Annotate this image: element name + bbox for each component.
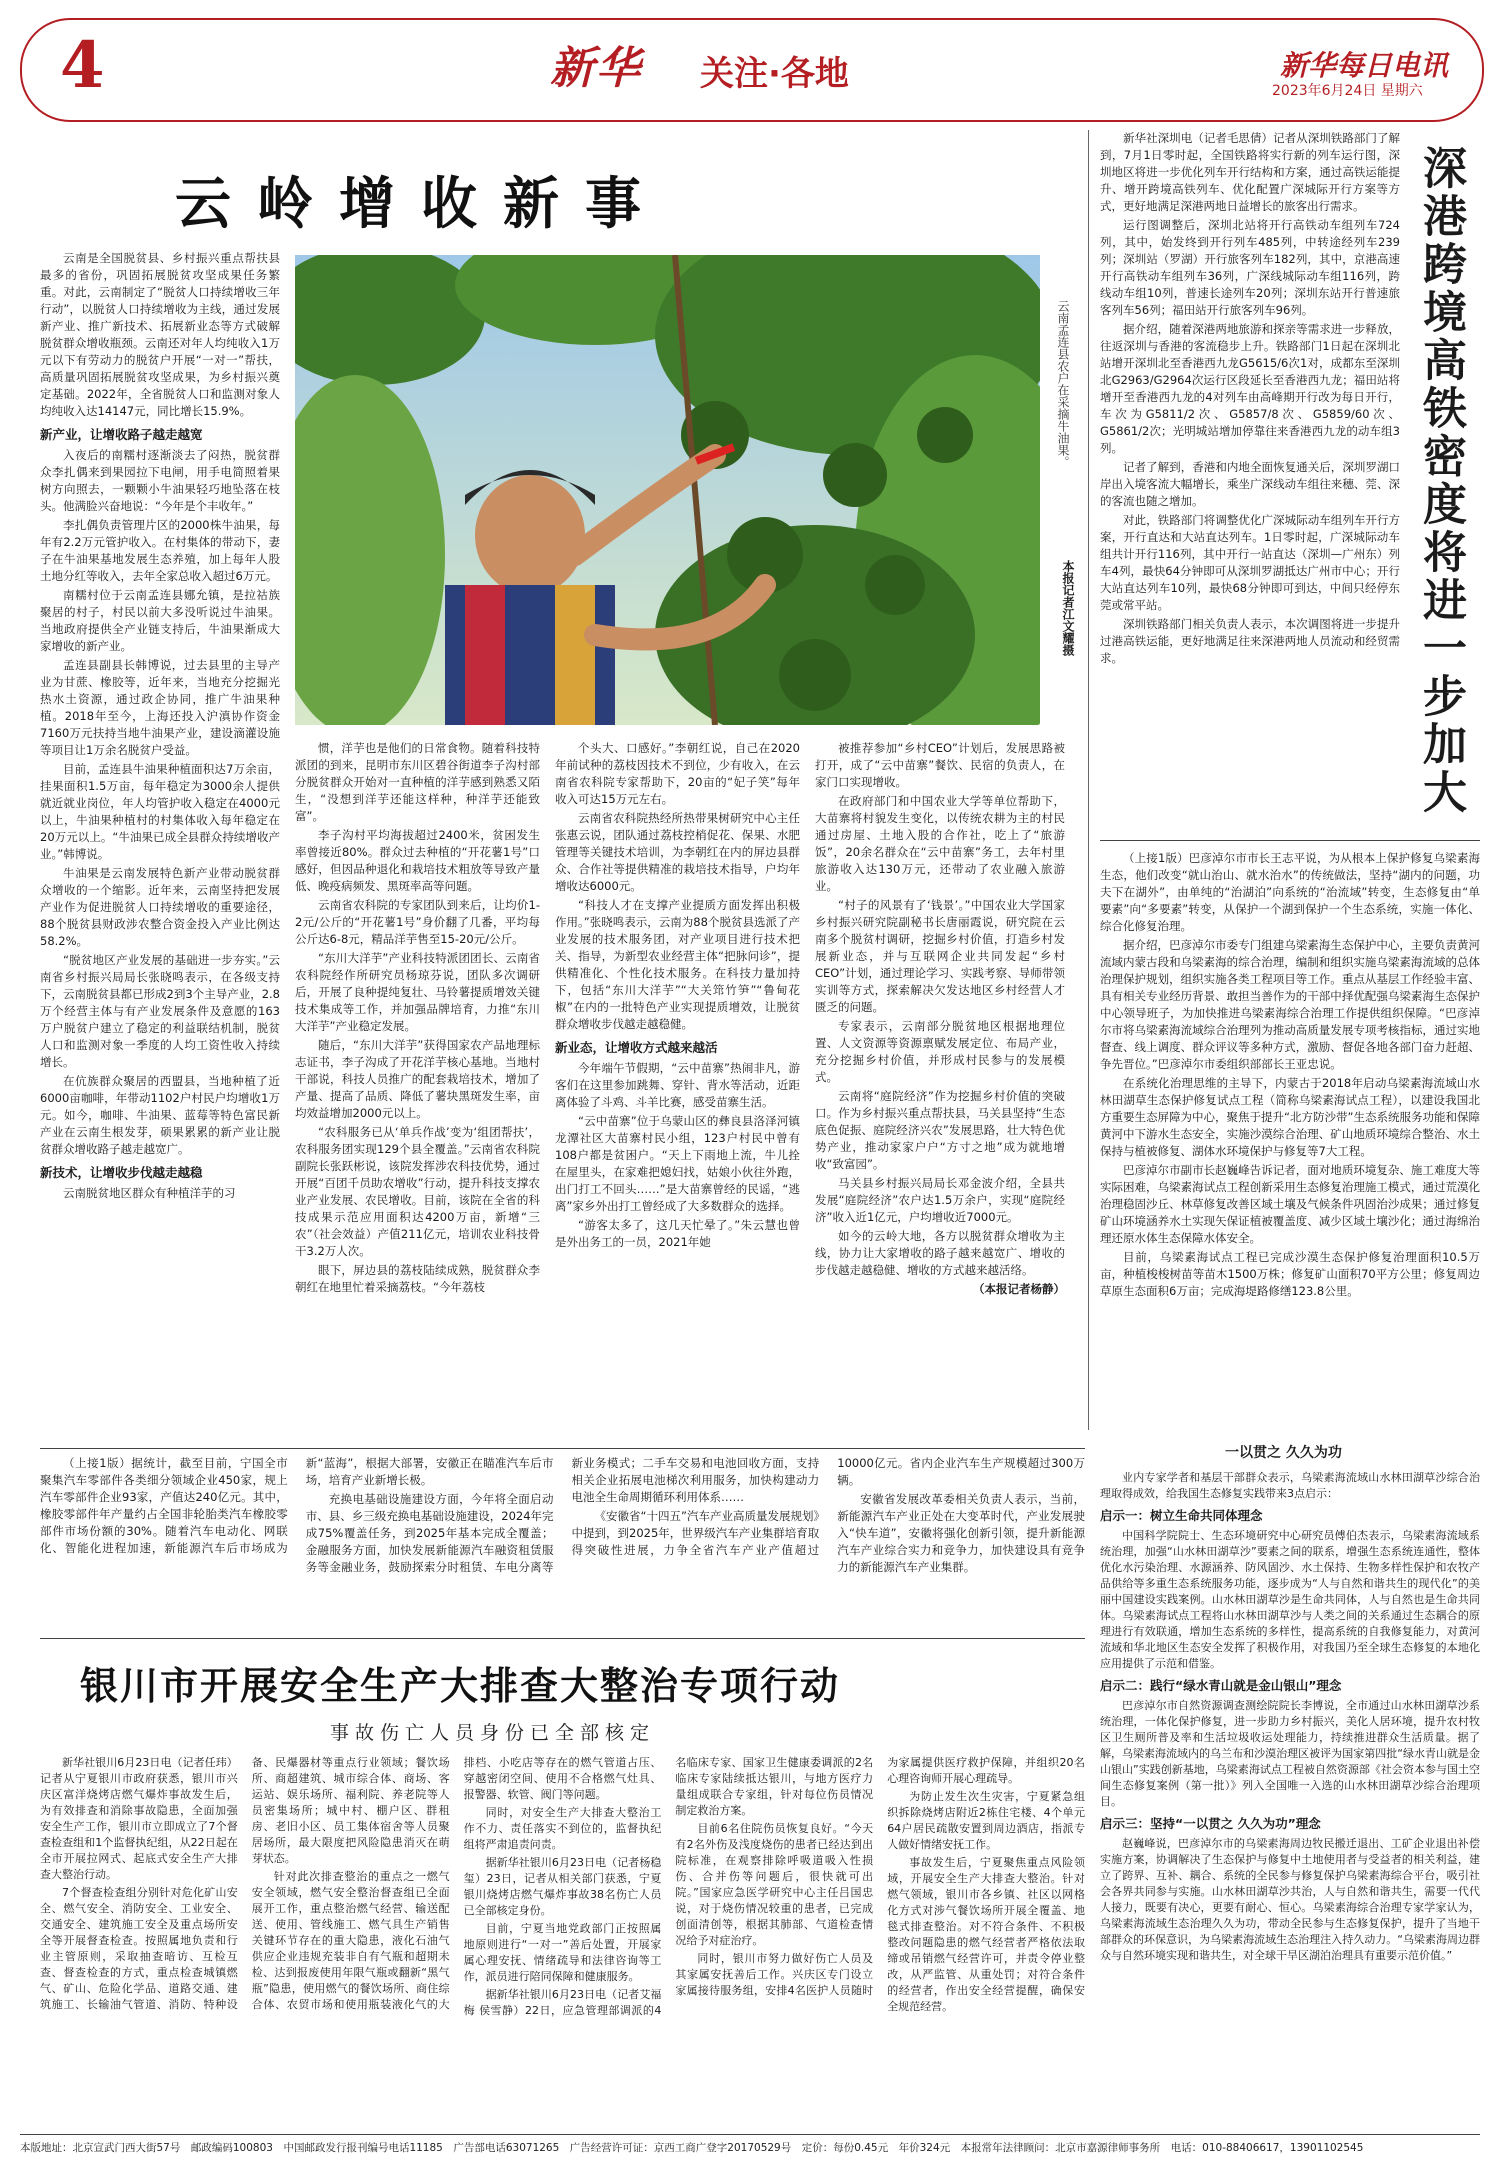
- paragraph: 记者了解到，香港和内地全面恢复通关后，深圳罗湖口岸出入境客流大幅增长，乘坐广深线动车组往来穗、莞、深的客流也随之增加。: [1100, 460, 1400, 508]
- paragraph: 据介绍，巴彦淖尔市委专门组建乌梁素海生态保护中心，主要负责黄河流域内蒙古段和乌梁素海的综合治理，编制和组织实施乌梁素海流域的总体治理保护规划，组织实施各类工程项目等工作。重点从基层工作经验丰富、具有相关专业经历背景、敢担当善作为的干部中择优配强乌梁素海生态保护中心领导班子，为加快推进乌梁素海综合治理工作提供组织保障。“巴彦淖尔市将乌梁素海流域综合治理列为推动高质量发展专项考核指标，通过实地督查、线上调度、群众评议等多种方式，激励、督促各地各部门奋力赶超、争先晋位。”巴彦淖尔市委组织部部长王亚忠说。: [1100, 938, 1480, 1071]
- paragraph: 据新华社银川6月23日电（记者杨稳玺）23日，记者从相关部门获悉，宁夏银川烧烤店燃气爆炸事故38名伤亡人员已全部核定身份。: [463, 1856, 662, 1917]
- paragraph: 在系统化治理思维的主导下，内蒙古于2018年启动乌梁素海流域山水林田湖草生态保护修复试点工程（简称乌梁素海试点工程），以建设我国北方重要生态屏障为中心，聚焦于提升“北方防沙带”生态系统服务功能和保障黄河中下游水生态安全，实施沙漠综合治理、矿山地质环境综合整治、水土保持与植被修复、湖体水环境保护与修复等7大工程。: [1100, 1076, 1480, 1158]
- paragraph: 7个督查检查组分别针对危化矿山安全、燃气安全、消防安全、工业安全、交通安全、建筑施工安全及重点场所安全等开展督查检查。按照属地负责和行业主管原则，采取抽查暗访、互检互查、督查检查的方式，重点检查城镇燃气、矿山、危险化学品、道路交通、建筑施工、长输油气管道、消防、特种设备、民爆器材等重点行业领域；餐饮场所、商超建筑、城市综合体、商场、客运站、娱乐场所、福利院、养老院等人员密集场所；城中村、棚户区、群租房、老旧小区、员工集体宿舍等人员聚居场所，最大限度把风险隐患消灭在萌芽状态。: [40, 1756, 450, 2011]
- paragraph: 为防止发生次生灾害，宁夏紧急组织拆除烧烤店附近2栋住宅楼、4个单元64户居民疏散安置到周边酒店，指派专人做好情绪安抚工作。: [887, 1790, 1085, 1851]
- paragraph: 据新华社银川6月23日电（记者艾福梅 侯雪静）22日，应急管理部调派的4名临床专家、国家卫生健康委调派的2名临床专家陆续抵达银川，与地方医疗力量组成联合专家组，针对每位伤员情况制定救治方案。: [463, 1756, 874, 2017]
- avocado-photo: [295, 255, 1040, 725]
- section-divider: [40, 1448, 1085, 1449]
- paragraph: 专家表示，云南部分脱贫地区根据地理位置、人文资源等资源禀赋发展定位、布局产业，充分挖掘乡村价值，并形成村民参与的发展模式。: [815, 1019, 1065, 1084]
- subheading: 启示二：践行“绿水青山就是金山银山”理念: [1100, 1678, 1342, 1693]
- paragraph: 牛油果是云南发展特色新产业带动脱贫群众增收的一个缩影。近年来，云南坚持把发展产业作为促进脱贫人口持续增收的重要途径，88个脱贫县财政涉农整合资金投入产业比例达58.2%。: [40, 866, 280, 948]
- subheading: 新业态，让增收方式越来越活: [555, 1040, 718, 1055]
- subheading: 新技术，让增收步伐越走越稳: [40, 1165, 203, 1180]
- section-title: 关注·各地: [700, 54, 849, 94]
- paragraph: 云南脱贫地区群众有种植洋芋的习: [63, 1186, 236, 1200]
- box-headline: 一以贯之 久久为功: [1225, 1445, 1342, 1461]
- paragraph: 业内专家学者和基层干部群众表示，乌梁素海流域山水林田湖草沙综合治理取得成效，给我国生态修复实践带来3点启示：: [1100, 1471, 1480, 1500]
- paragraph: 据介绍，随着深港两地旅游和探亲等需求进一步释放，往返深圳与香港的客流稳步上升。铁路部门1日起在深圳北站增开深圳北至香港西九龙G5615/6次1对，成都东至深圳北G2963/G2964次运行区段延长至香港西九龙；福田站将增开至香港西九龙的4对列车由高峰期开行改为每日开行，车次为G5811/2次、G5857/8次、G5859/60次、G5861/2次；光明城站增加停靠往来香港西九龙的动车组3列。: [1100, 322, 1400, 455]
- column-divider: [1088, 130, 1089, 1430]
- paragraph: 云南是全国脱贫县、乡村振兴重点帮扶县最多的省份，巩固拓展脱贫攻坚成果任务繁重。对此，云南制定了“脱贫人口持续增收三年行动”，以脱贫人口持续增收为主线，通过发展新产业、推广新技术、拓展新业态等方式破解脱贫群众增收瓶颈。云南还对年人均纯收入1万元以下有劳动力的脱贫户开展“一对一”帮扶，高质量巩固拓展脱贫攻坚成果，为乡村振兴奠定基础。2022年，全省脱贫人口和监测对象人均纯收入达14147元，同比增长15.9%。: [40, 251, 280, 418]
- paragraph: 孟连县副县长韩博说，过去县里的主导产业为甘蔗、橡胶等，近年来，当地充分挖掘光热水土资源，通过政企协同，推广牛油果种植。2018年至今，上海还投入沪滇协作资金7160万元扶持当地牛油果产业，建设滴灌设施等项目让1万余名脱贫户受益。: [40, 658, 280, 757]
- main-col-3: [555, 740, 800, 1440]
- paragraph: “科技人才在支撑产业提质方面发挥出积极作用。”张晓鸣表示，云南为88个脱贫县选派了产业发展的技术服务团，对产业项目进行技术把关、指导，为新型农业经营主体“把脉问诊”，提供精准化、个性化技术服务。在科技力量加持下，包括“东川大洋芋”“大关筇竹笋”“鲁甸花椒”在内的一批特色产业实现提质增效，让脱贫群众增收步伐越走越稳健。: [555, 898, 800, 1031]
- paragraph: 云南省农科院热经所热带果树研究中心主任张惠云说，团队通过荔枝控梢促花、保果、水肥管理等关键技术培训，为李朝红在内的屏边县群众、合作社等提供精准的栽培技术指导，户均年增收达6000元。: [555, 811, 800, 893]
- paragraph: 马关县乡村振兴局局长邓金波介绍，全县共发展“庭院经济”农户达1.5万余户，实现“庭院经济”收入近1亿元，户均增收近7000元。: [815, 1176, 1065, 1224]
- paragraph: 运行图调整后，深圳北站将开行高铁动车组列车724列，其中，始发终到开行列车485列，中转途经列车239列；深圳站（罗湖）开行旅客列车182列，其中，京港高速开行高铁动车组列车36列，广深线城际动车组116列，跨线动车组10列，普速长途列车20列；深圳东站开行普速旅客列车56列；福田站开行旅客列车96列。: [1100, 218, 1400, 317]
- section-divider: [1100, 840, 1480, 841]
- photo-credit: 本报记者江文耀摄: [1061, 560, 1075, 656]
- paragraph: 同时，银川市努力做好伤亡人员及其家属安抚善后工作。兴庆区专门设立家属接待服务组，安排4名医护人员随时为家属提供医疗救护保障，并组织20名心理咨询师开展心理疏导。: [675, 1756, 1085, 1997]
- section-divider: [40, 1638, 1085, 1639]
- paragraph: “云中苗寨”位于乌蒙山区的彝良县洛泽河镇龙潭社区大苗寨村民小组，123户村民中曾有108户都是贫困户。“天上下雨地上流，牛儿拴在屋里头，在家难把媳妇找，姑娘小伙往外跑，出门打工不回头……”是大苗寨曾经的民谣，“逃离”家乡外出打工曾经成了大多数群众的选择。: [555, 1114, 800, 1213]
- paragraph: “农科服务已从‘单兵作战’变为‘组团帮扶’，农科服务团实现129个县全覆盖。”云南省农科院副院长张跃彬说，该院发挥涉农科技优势，通过开展“百团千员助农增收”行动，提升科技支撑农业产业发展、农民增收。目前，该院在全省的科技成果示范应用面积达4200万亩，新增“三农”（社会效益）产值211亿元，培训农业科技骨干3.2万人次。: [295, 1125, 540, 1258]
- paragraph: “游客太多了，这几天忙晕了。”朱云慧也曾是外出务工的一员，2021年她: [555, 1218, 800, 1249]
- paragraph: 惯，洋芋也是他们的日常食物。随着科技特派团的到来，昆明市东川区碧谷街道李子沟村部分脱贫群众开始对一直种植的洋芋感到熟悉又陌生，“没想到洋芋还能这样种，种洋芋还能致富”。: [295, 741, 540, 823]
- yinchuan-headline: 银川市开展安全生产大排查大整治专项行动: [80, 1663, 841, 1708]
- yinchuan-subheadline: 事故伤亡人员身份已全部核定: [330, 1722, 656, 1744]
- continued-story-text: [1100, 850, 1480, 1430]
- subheading: 新产业，让增收路子越走越宽: [40, 427, 203, 442]
- subheading: 启示三：坚持“一以贯之 久久为功”理念: [1100, 1816, 1321, 1831]
- paragraph: 目前，宁夏当地党政部门正按照属地原则进行“一对一”善后处置，开展家属心理安抚、情绪疏导和法律咨询等工作，派员进行陪同保障和健康服务。: [463, 1922, 662, 1983]
- paragraph: （上接1版）巴彦淖尔市市长王志平说，为从根本上保护修复乌梁素海生态，他们改变“就山治山、就水治水”的传统做法，坚持“湖内的问题，功夫下在湖外”，由单纯的“治湖泊”向系统的“治流域”转变，生态修复由“单要素”向“多要素”转变，从保护一个湖到保护一个生态系统，实施一体化、综合化修复治理。: [1100, 851, 1480, 933]
- paragraph: 新华社深圳电（记者毛思倩）记者从深圳铁路部门了解到，7月1日零时起，全国铁路将实行新的列车运行图，深圳地区将进一步优化列车开行结构和方案，通过高铁运能提升、增开跨境高铁列车、优化配置广深城际开行方案等方式，更好地满足深港两地日益增长的旅客出行需求。: [1100, 131, 1400, 213]
- paragraph: 安徽省发展改革委相关负责人表示，当前，新能源汽车产业正处在大变革时代，产业发展驶入“快车道”，安徽将强化创新引领，提升新能源汽车产业综合实力和竞争力，加快建设具有竞争力的新能源汽车产业集群。: [837, 1492, 1085, 1574]
- side-headline: 深港跨境高铁密度将进一步加大: [1415, 145, 1466, 817]
- paragraph: 对此，铁路部门将调整优化广深城际动车组列车开行方案，开行直达和大站直达列车。1日零时起，广深城际动车组共计开行116列，其中开行一站直达（深圳—广州东）列车4列，最快64分钟即可从深圳罗湖抵达广州市中心；开行大站直达列车10列，最快68分钟即可到达，中间只经停东莞或常平站。: [1100, 513, 1400, 612]
- paragraph: 深圳铁路部门相关负责人表示，本次调图将进一步提升过港高铁运能，更好地满足往来深港两地人员流动和经贸需求。: [1100, 617, 1400, 665]
- paragraph: 李子沟村平均海拔超过2400米，贫困发生率曾接近80%。群众过去种植的“开花薯1号”口感好，但因品种退化和栽培技术粗放等导致产量低、晚疫病频发、黑斑率高等问题。: [295, 828, 540, 893]
- main-col-1: [40, 250, 280, 1440]
- main-col-2: [295, 740, 540, 1440]
- main-col-4: [815, 740, 1065, 1440]
- side-story-text: [1100, 130, 1400, 830]
- paragraph: （上接1版）据统计，截至目前，宁国全市聚集汽车零部件各类细分领域企业450家，规上汽车零部件企业93家，产值达240亿元。其中，橡胶零部件年产量约占全国非轮胎类汽车橡胶零部件市场份额的30%。随着汽车电动化、网联化、智能化进程加速，新能源汽车后市场成为新“蓝海”，根据大部署，安徽正在瞄准汽车后市场，培育产业新增长极。: [40, 1456, 554, 1555]
- paragraph: 眼下，屏边县的荔枝陆续成熟，脱贫群众李朝红在地里忙着采摘荔枝。“今年荔枝: [295, 1263, 540, 1294]
- paragraph: 目前6名住院伤员恢复良好。“今天有2名外伤及浅度烧伤的患者已经达到出院标准，在观察排除呼吸道吸入性损伤、合并伤等问题后，很快就可出院。”国家应急医学研究中心主任吕国忠说，对于烧伤情况较重的患者，已完成创面清创等，根据其肺部、气道检查情况给予对症治疗。: [675, 1822, 874, 1947]
- paragraph: 云南将“庭院经济”作为挖掘乡村价值的突破口。作为乡村振兴重点帮扶县，马关县坚持“生态底色促振、庭院经济兴农”发展思路，壮大特色优势产业，推动家家户户“方寸之地”成为就地增收“致富园”。: [815, 1089, 1065, 1171]
- page-number: 4: [60, 28, 105, 103]
- right-brand: 新华每日电讯: [1280, 49, 1449, 82]
- paragraph: 如今的云岭大地，各方以脱贫群众增收为主线，协力让大家增收的路子越来越宽广、增收的步伐越走越稳健、增收的方式越来越活络。: [815, 1229, 1065, 1277]
- subheading: 启示一：树立生命共同体理念: [1100, 1508, 1263, 1523]
- paragraph: 中国科学院院士、生态环境研究中心研究员傅伯杰表示，乌梁素海流域系统治理，加强“山水林田湖草沙”要素之间的联系，增强生态系统连通性，整体优化水污染治理、水源涵养、防风固沙、水土保持、生物多样性保护和农牧产品供给等多重生态系统服务功能，逐步成为“人与自然和谐共生的现代化”的美丽中国建设实践案例。山水林田湖草沙是生命共同体，人与自然也是生命共同体。乌梁素海试点工程将山水林田湖草沙与人类之间的关系通过生态耦合的原理进行有效联通，增加生态系统的多样性，提高系统的自我修复能力，对黄河流域和华北地区生态安全发挥了积极作用，对我国乃至全球生态修复的本地化应用提供了示范和借鉴。: [1100, 1529, 1480, 1670]
- paragraph: 随后，“东川大洋芋”获得国家农产品地理标志证书，李子沟成了开花洋芋核心基地。当地村干部说，科技人员推广的配套栽培技术，增加了产量、提高了品质、降低了薯块黑斑发生率，亩均效益增加2000元以上。: [295, 1038, 540, 1120]
- box-story-text: [1100, 1470, 1480, 2130]
- paragraph: 在伉族群众聚居的西盟县，当地种植了近6000亩咖啡，年带动1102户村民户均增收1万元。如今，咖啡、牛油果、蓝莓等特色富民新产业在云南生根发芽，硕果累累的新产业让脱贫群众增收路子越走越宽广。: [40, 1074, 280, 1156]
- paragraph: 入夜后的南糯村逐渐淡去了闷热，脱贫群众李扎偶来到果园拉下电闸，用手电简照着果树方向照去，一颗颗小牛油果轻巧地坠落在枝头。他满脸兴奋地说：“今年是个丰收年。”: [40, 448, 280, 513]
- paragraph: 赵巍峰说，巴彦淖尔市的乌梁素海周边牧民搬迁退出、工矿企业退出补偿实施方案，协调解决了生态保护与修复中土地使用者与受益者的相关利益，建立了跨界、互补、耦合、系统的全民参与修复保护乌梁素海综合平台，吸引社会各界共同参与实施。山水林田湖草沙共治，人与自然和谐共生，需要一代代人接力，既要有决心，更要有耐心、恒心。乌梁素海综合治理专家学家认为，乌梁素海流域生态治理久久为功，带动全民参与生态修复保护，提升了当地干部群众的环保意识，为乌梁素海流域生态治理注入持久动力。“乌梁素海周边群众与自然环境实现和谐共生，对全球干旱区湖泊治理具有重要示范价值。”: [1100, 1837, 1480, 1962]
- paragraph: 巴彦淖尔市副市长赵巍峰告诉记者，面对地质环境复杂、施工难度大等实际困难，乌梁素海试点工程创新采用生态修复治理施工模式，通过荒漠化治理稳固沙丘、林草修复改善区域土壤及气候条件巩固治沙成果；通过修复矿山环境涵养水土实现矢保证植被覆盖度、减少区域土壤沙化；通过海绵治理还原水体生态保障水体安全。: [1100, 1163, 1480, 1245]
- brand-logo: 新华: [550, 43, 642, 94]
- paragraph: 目前，孟连县牛油果种植面积达7万余亩，挂果面积1.5万亩，每年稳定为3000余人提供就近就业岗位，年人均管护收入稳定在4000元以上，牛油果种植村的村集体收入每年稳定在20万元以上。“牛油果已成全县群众持续增收产业。”韩博说。: [40, 762, 280, 861]
- paragraph: 事故发生后，宁夏聚焦重点风险领域，开展安全生产大排查大整治。针对燃气领域，银川市各乡镇、社区以网格化方式对涉气餐饮场所开展全覆盖、地毯式排查整治。对不符合条件、不积极整改问题隐患的燃气经营者严格依法取缔或吊销燃气经营许可，并责令停业整改，从严监管、从重处罚；对符合条件的经营者，作出安全经营提醒，确保安全规范经营。: [887, 1856, 1085, 2013]
- paragraph: 李扎偶负责管理片区的2000株牛油果，每年有2.2万元管护收入。在村集体的带动下，妻子在牛油果基地发展生态养殖，加上每年人股土地分红等收入，去年全家总收入超过6万元。: [40, 518, 280, 583]
- paragraph: 被推荐参加“乡村CEO”计划后，发展思路被打开，成了“云中苗寨”餐饮、民宿的负责人，在家门口实现增收。: [815, 741, 1065, 789]
- paragraph: 新华社银川6月23日电（记者任玮）记者从宁夏银川市政府获悉，银川市兴庆区富洋烧烤店燃气爆炸事故发生后，为有效排查和消除事故隐患，全面加强安全生产工作，银川市立即成立了7个督查检查组和1个监督执纪组，从22日起在全市开展拉网式、起底式安全生产大排查大整治行动。: [40, 1756, 238, 1881]
- paragraph: 今年端午节假期，“云中苗寨”热闹非凡，游客们在这里参加跳舞、穿针、背水等活动，近距离体验了斗鸡、斗羊比赛，感受苗寨生活。: [555, 1061, 800, 1109]
- paragraph: “脱贫地区产业发展的基础进一步夯实。”云南省乡村振兴局局长张晓鸣表示，在各级支持下，云南脱贫县都已形成2到3个主导产业，2.8万个经营主体与有产业发展条件及意愿的163万户脱贫户建立了稳定的利益联结机制，脱贫人口和监测对象一季度的人均工资性收入持续增长。: [40, 953, 280, 1069]
- middle-band-text: [40, 1455, 1085, 1630]
- paragraph: 个头大、口感好。”李朝红说，自己在2020年前试种的荔枝因技术不到位，少有收入，在云南省农科院专家帮助下，20亩的“妃子笑”每年收入可达15万元左右。: [555, 741, 800, 806]
- paragraph: 南糯村位于云南孟连县娜允镇，是拉祜族聚居的村子，村民以前大多没听说过牛油果。当地政府提供全产业链支持后，牛油果渐成大家增收的新产业。: [40, 588, 280, 653]
- paragraph: “东川大洋芋”产业科技特派团团长、云南省农科院经作所研究员杨琼芬说，团队多次调研后，开展了良种提纯复壮、马铃薯提质增效关键技术集成等工作，并加强品牌培育，力推“东川大洋芋”产业稳定发展。: [295, 951, 540, 1033]
- paragraph: 《安徽省“十四五”汽车产业高质量发展规划》中提到，到2025年，世界级汽车产业集群培育取得突破性进展，力争全省汽车产业产值超过10000亿元。省内企业汽车生产规模超过300万辆。: [571, 1456, 1085, 1557]
- paragraph: 充换电基础设施建设方面，今年将全面启动市、县、乡三级充换电基础设施建设，2024年完成75%覆盖任务，到2025年基本完成全覆盖；金融服务方面，加快发展新能源汽车融资租赁服务等金融业务，鼓励探索分时租赁、车电分离等新业务模式；二手车交易和电池回收方面，支持相关企业拓展电池梯次利用服务，加快构建动力电池全生命周期循环利用体系……: [305, 1456, 820, 1574]
- footer-divider: [20, 2134, 1480, 2135]
- footer-info: 本版地址：北京宣武门西大街57号 邮政编码100803 中国邮政发行报刊编号电话11185 广告部电话63071265 广告经营许可证：京西工商广登字20170529号 定价：每份0.45元 年价324元 本报常年法律顾问：北京市嘉源律师事务所 电话：010-88406617，13901102545: [20, 2142, 1364, 2154]
- paragraph: 云南省农科院的专家团队到来后，让均价1-2元/公斤的“开花薯1号”身价翻了几番，平均每公斤达6-8元，精品洋芋售至15-20元/公斤。: [295, 898, 540, 946]
- photo-illustration: [295, 255, 1040, 725]
- paragraph: 目前，乌梁素海试点工程已完成沙漠生态保护修复治理面积10.5万亩，种植梭梭树苗等苗木1500万株；修复矿山面积70平方公里；修复周边草原生态面积6万亩；完成海堤路修缮123.8公里。: [1100, 1250, 1480, 1298]
- issue-date: 2023年6月24日 星期六: [1272, 83, 1423, 99]
- main-headline: 云岭增收新事: [175, 171, 667, 237]
- photo-caption: 云南孟连县农户在采摘牛油果。: [1056, 300, 1070, 468]
- paragraph: 在政府部门和中国农业大学等单位帮助下，大苗寨将村貌发生变化，以传统农耕为主的村民通过房屋、土地入股的合作社，吃上了“旅游饭”，20余名群众在“云中苗寨”务工，去年村里旅游收入达130万元，还带动了农业融入旅游业。: [815, 794, 1065, 893]
- paragraph: 针对此次排查整治的重点之一燃气安全领域，燃气安全整治督查组已全面展开工作，重点整治燃气经营、输送配送、使用、管线施工、燃气具生产销售关键环节存在的重大隐患，液化石油气供应企业违规充装非自有气瓶和超期未检、达到报废使用年限气瓶或翻新“黑气瓶”隐患，使用燃气的餐饮场所、商住综合体、农贸市场和使用瓶装液化气的大排档、小吃店等存在的燃气管道占压、穿越密闭空间、使用不合格燃气灶具、报警器、软管、阀门等问题。: [251, 1756, 662, 2011]
- author-byline: （本报记者杨静）: [973, 1282, 1065, 1296]
- yinchuan-story-text: [40, 1755, 1085, 2130]
- paragraph: 同时，对安全生产大排查大整治工作不力、责任落实不到位的，监督执纪组将严肃追责问责。: [463, 1806, 662, 1851]
- paragraph: 巴彦淖尔市自然资源调查测绘院院长李博说，全市通过山水林田湖草沙系统治理，一体化保护修复，进一步助力乡村振兴，美化人居环境，提升农村牧区卫生厕所普及率和生活垃圾收运处理能力，持续推进群众生活质量。据了解，乌梁素海流域内的乌兰布和沙漠治理区被评为国家第四批“绿水青山就是金山银山”实践创新基地，乌梁素海试点工程被自然资源部《社会资本参与国土空间生态修复案例（第一批）》列入全国唯一入选的山水林田湖草沙综合治理项目。: [1100, 1699, 1480, 1808]
- paragraph: “村子的风景有了‘钱景’。”中国农业大学国家乡村振兴研究院副秘书长唐丽霞说，研究院在云南多个脱贫村调研，挖掘乡村价值，打造乡村发展新业态，并与互联网企业共同发起“乡村CEO”计划，通过理论学习、实践考察、导师带领实训等方式，探索解决欠发达地区乡村经营人才匮乏的问题。: [815, 898, 1065, 1014]
